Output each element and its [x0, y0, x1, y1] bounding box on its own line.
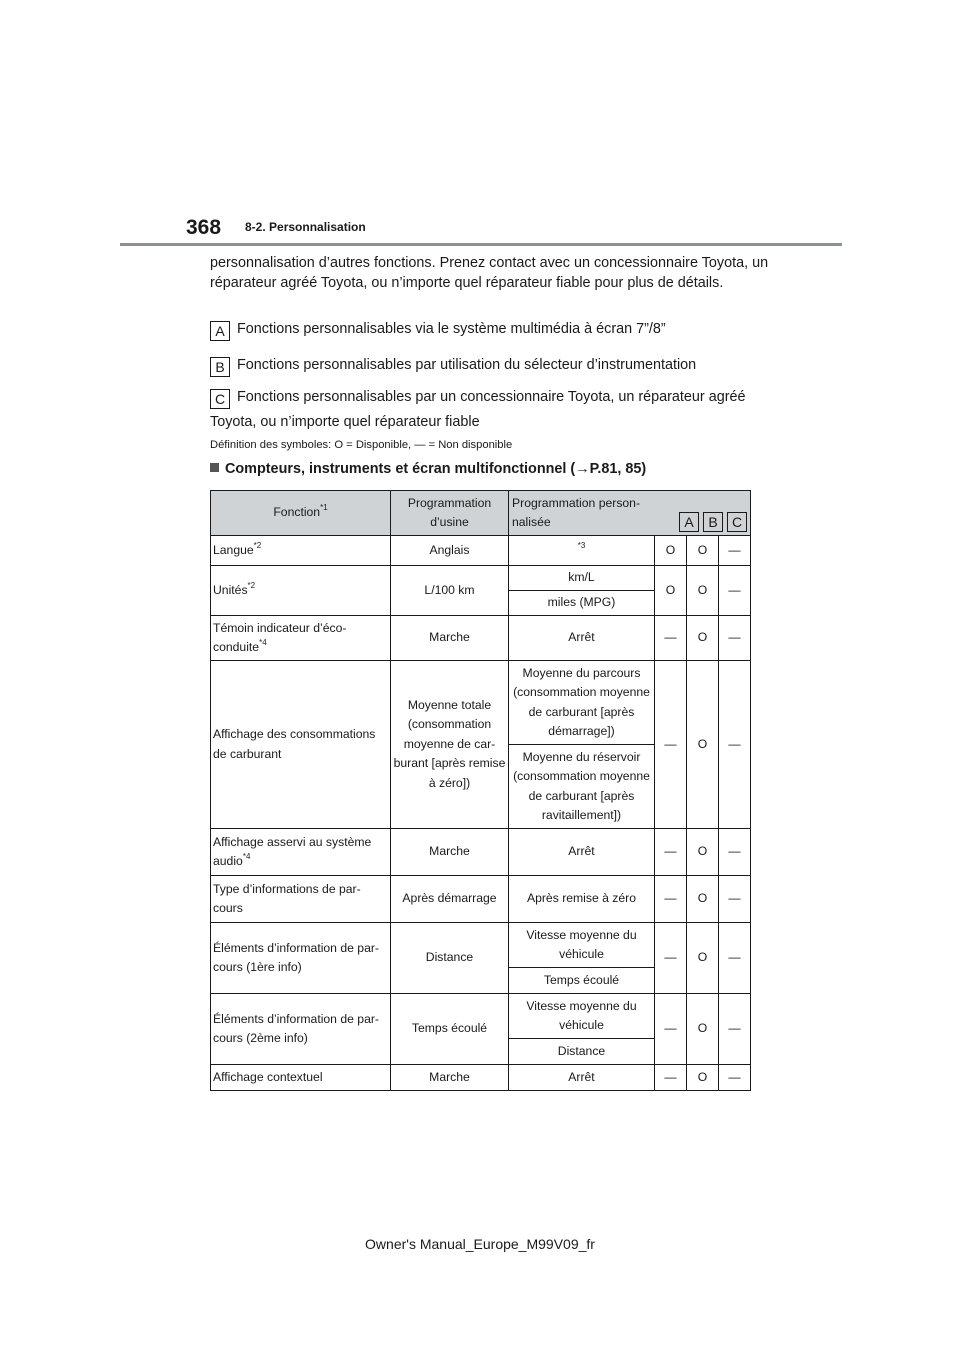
letter-a-icon: A — [210, 321, 230, 341]
row-function: Unités$^{*2}$ — [211, 566, 391, 616]
row-custom: Arrêt — [509, 616, 655, 661]
row-c: — — [719, 1065, 751, 1091]
row-b: O — [687, 1065, 719, 1091]
legend-item-a — [210, 320, 666, 341]
row-b: O — [687, 923, 719, 994]
header-divider — [120, 243, 842, 246]
row-factory: Marche — [391, 829, 509, 876]
row-custom: Après remise à zéro — [509, 876, 655, 923]
table-heading — [210, 461, 646, 477]
row-function: Éléments d’information de par-cours (2ème info) — [211, 994, 391, 1065]
legend-item-c — [210, 388, 746, 409]
customization-table — [210, 490, 751, 1091]
row-factory: Temps écoulé — [391, 994, 509, 1065]
column-b-icon: B — [703, 512, 723, 532]
row-custom-1: Vitesse moyenne du véhicule — [509, 923, 655, 968]
letter-b-icon: B — [210, 357, 230, 377]
row-c: — — [719, 616, 751, 661]
row-b: O — [687, 876, 719, 923]
table-row — [211, 616, 751, 661]
table-row — [211, 994, 751, 1039]
row-custom-1: km/L — [509, 566, 655, 591]
header-function: Fonction$^{*1}$ — [211, 491, 391, 536]
row-custom: *3 — [509, 536, 655, 566]
footer-manual-id: Owner's Manual_Europe_M99V09_fr — [365, 1236, 595, 1252]
page-number: 368 — [186, 216, 222, 239]
table-row — [211, 829, 751, 876]
row-factory: Marche — [391, 616, 509, 661]
row-custom-2: Moyenne du réservoir (consommation moyenne de carburant [après ravitaillement]) — [509, 745, 655, 829]
letter-c-icon: C — [210, 389, 230, 409]
row-custom-2: Temps écoulé — [509, 968, 655, 994]
row-custom-2: miles (MPG) — [509, 591, 655, 616]
column-a-icon: A — [679, 512, 699, 532]
table-heading-text: Compteurs, instruments et écran multifonctionnel (→P.81, 85) — [225, 461, 647, 477]
header-custom: Programmation person-nalisée A B C — [509, 491, 751, 536]
row-custom-2: Distance — [509, 1039, 655, 1065]
row-factory: Moyenne totale (consommation moyenne de car-burant [après remise à zéro]) — [391, 661, 509, 829]
row-custom-1: Moyenne du parcours (consommation moyenne de carburant [après démarrage]) — [509, 661, 655, 745]
row-a: O — [655, 536, 687, 566]
row-c: — — [719, 876, 751, 923]
row-b: O — [687, 616, 719, 661]
row-c: — — [719, 994, 751, 1065]
row-a: — — [655, 829, 687, 876]
section-title: 8-2. Personnalisation — [245, 220, 366, 234]
row-a: — — [655, 616, 687, 661]
row-function: Affichage asservi au système audio$^{*4}$ — [211, 829, 391, 876]
header-factory: Programmation d’usine — [391, 491, 509, 536]
table-row — [211, 876, 751, 923]
row-b: O — [687, 829, 719, 876]
row-a: — — [655, 661, 687, 829]
row-function: Témoin indicateur d’éco-conduite$^{*4}$ — [211, 616, 391, 661]
legend-text-c-continuation: Toyota, ou n’importe quel réparateur fiable — [210, 414, 480, 430]
row-function: Affichage des consommations de carburant — [211, 661, 391, 829]
symbols-definition: Définition des symboles: O = Disponible, — = Non disponible — [210, 439, 513, 451]
row-custom: Arrêt — [509, 1065, 655, 1091]
row-function: Affichage contextuel — [211, 1065, 391, 1091]
square-bullet-icon — [210, 463, 219, 472]
legend-text-c: Fonctions personnalisables par un concessionnaire Toyota, un réparateur agréé — [237, 389, 746, 405]
legend-text-a: Fonctions personnalisables via le système multimédia à écran 7”/8” — [237, 321, 666, 337]
table-row — [211, 536, 751, 566]
row-factory: L/100 km — [391, 566, 509, 616]
row-custom-1: Vitesse moyenne du véhicule — [509, 994, 655, 1039]
row-c: — — [719, 566, 751, 616]
row-function: Éléments d’information de par-cours (1ère info) — [211, 923, 391, 994]
row-factory: Après démarrage — [391, 876, 509, 923]
row-factory: Distance — [391, 923, 509, 994]
table-row — [211, 566, 751, 591]
table-row — [211, 661, 751, 745]
row-a: — — [655, 1065, 687, 1091]
row-a: — — [655, 923, 687, 994]
legend-item-b — [210, 356, 696, 377]
column-c-icon: C — [727, 512, 747, 532]
intro-paragraph: personnalisation d’autres fonctions. Prenez contact avec un concessionnaire Toyota, un réparateur agréé Toyota, ou n’importe quel réparateur fiable pour plus de détails. — [210, 255, 769, 291]
row-b: O — [687, 994, 719, 1065]
legend-text-b: Fonctions personnalisables par utilisation du sélecteur d’instrumentation — [237, 357, 697, 373]
row-c: — — [719, 661, 751, 829]
row-custom: Arrêt — [509, 829, 655, 876]
row-c: — — [719, 829, 751, 876]
row-b: O — [687, 566, 719, 616]
row-b: O — [687, 661, 719, 829]
row-a: — — [655, 876, 687, 923]
row-factory: Anglais — [391, 536, 509, 566]
table-row — [211, 923, 751, 968]
row-function: Type d’informations de par-cours — [211, 876, 391, 923]
row-c: — — [719, 923, 751, 994]
row-function: Langue$^{*2}$ — [211, 536, 391, 566]
row-c: — — [719, 536, 751, 566]
row-b: O — [687, 536, 719, 566]
table-header-row — [211, 491, 751, 536]
row-a: O — [655, 566, 687, 616]
row-factory: Marche — [391, 1065, 509, 1091]
row-a: — — [655, 994, 687, 1065]
table-row — [211, 1065, 751, 1091]
